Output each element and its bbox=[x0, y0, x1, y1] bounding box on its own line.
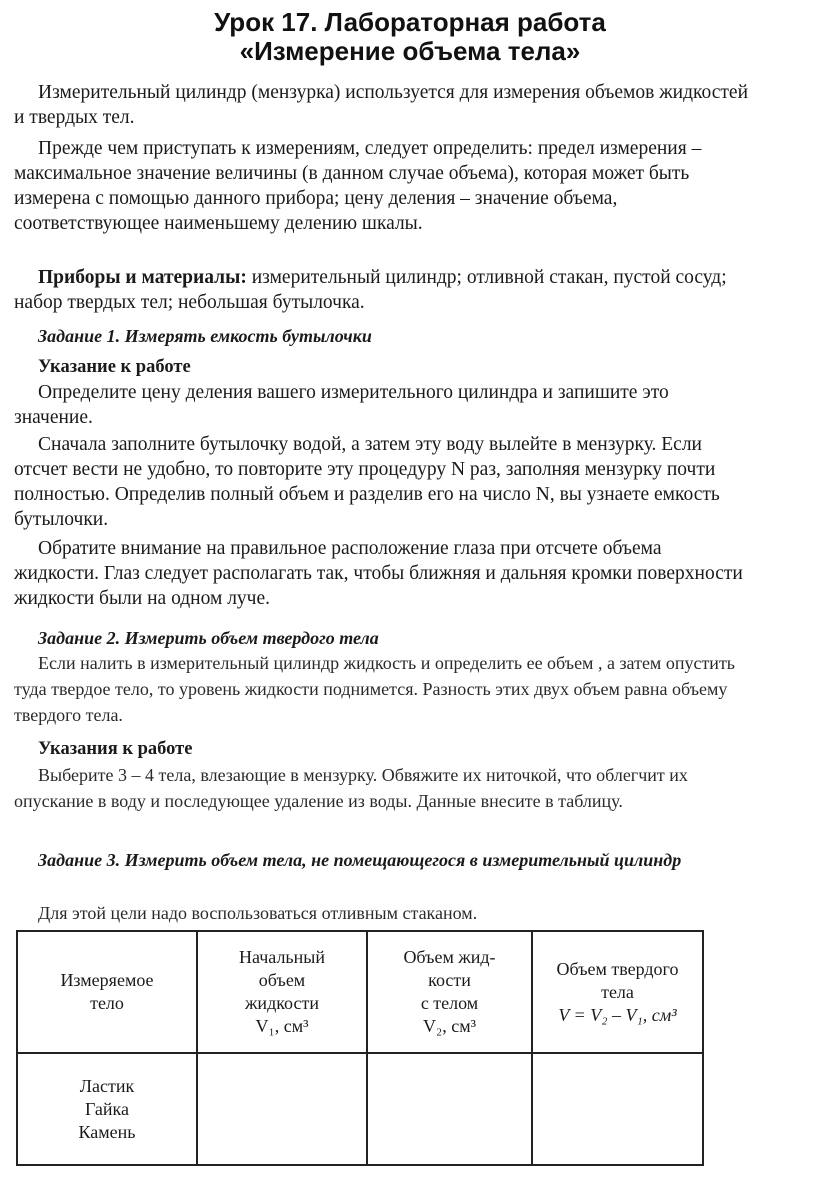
task1-paragraph-2: Сначала заполните бутылочку водой, а затем эту воду вылейте в мензурку. Если отсчет вести не удобно, то повторите эту процедуру N раз, заполняя мензурку почти полностью. Определив полный объем и разделив его на число N, вы узнаете емкость бутылочки. bbox=[14, 434, 720, 530]
initial-volume-cell[interactable] bbox=[197, 1053, 367, 1165]
intro-paragraph-2: Прежде чем приступать к измерениям, следует определить: предел измерения – максимальное значение величины (в данном случае объема), которая может быть измерена с помощью данного прибора; цену деления – значение объема, соответствующее наименьшему делению шкалы. bbox=[14, 138, 702, 234]
liquid-with-body-cell[interactable] bbox=[367, 1053, 532, 1165]
header-liquid-with-body: Объем жид- кости с телом V₂, см³ bbox=[367, 931, 532, 1053]
task2-heading: Задание 2. Измерить объем твердого тела bbox=[38, 628, 379, 648]
task1-heading: Задание 1. Измерять емкость бутылочки bbox=[38, 326, 372, 346]
intro-paragraph-1: Измерительный цилиндр (мензурка) используется для измерения объемов жидкостей и твердых тел. bbox=[14, 82, 749, 128]
header-initial-volume: Начальный объем жидкости V₁, см³ bbox=[197, 931, 367, 1053]
task3-heading: Задание 3. Измерить объем тела, не помещающегося в измерительный цилиндр bbox=[38, 850, 682, 870]
table-row bbox=[17, 1053, 703, 1165]
lesson-subtitle: «Измерение объема тела» bbox=[239, 36, 581, 66]
bodies-cell: Ластик Гайка Камень bbox=[17, 1053, 197, 1165]
header-measured-body: Измеряемое тело bbox=[17, 931, 197, 1053]
header-solid-volume: Объем твердого тела V = V₂ – V₁, см³ bbox=[532, 931, 703, 1053]
materials-label: Приборы и материалы: bbox=[38, 267, 247, 288]
task3-paragraph-1: Для этой цели надо воспользоваться отливным стаканом. bbox=[38, 903, 478, 923]
materials-text: измерительный цилиндр; отливной стакан, пустой сосуд; набор твердых тел; небольшая бутылочка. bbox=[14, 267, 727, 313]
task1-paragraph-3: Обратите внимание на правильное расположение глаза при отсчете объема жидкости. Глаз следует располагать так, чтобы ближняя и дальняя кромки поверхности жидкости были на одном луче. bbox=[14, 538, 743, 609]
solid-volume-cell[interactable] bbox=[532, 1053, 703, 1165]
task1-paragraph-1: Определите цену деления вашего измерительного цилиндра и запишите это значение. bbox=[14, 382, 669, 428]
task2-paragraph-1: Если налить в измерительный цилиндр жидкость и определить ее объем , а затем опустить туда твердое тело, то уровень жидкости поднимется. Разность этих двух объем равна объему твердого тела. bbox=[14, 653, 736, 725]
materials-paragraph bbox=[14, 265, 750, 315]
task1-hint-label: Указание к работе bbox=[38, 357, 191, 377]
task2-hint-label: Указания к работе bbox=[38, 739, 193, 759]
measurement-table bbox=[16, 930, 704, 1166]
lesson-title: Урок 17. Лабораторная работа bbox=[214, 7, 606, 37]
table-header-row bbox=[17, 931, 703, 1053]
task2-paragraph-2: Выберите 3 – 4 тела, влезающие в мензурку. Обвяжите их ниточкой, что облегчит их опускание в воду и последующее удаление из воды. Данные внесите в таблицу. bbox=[14, 765, 688, 811]
